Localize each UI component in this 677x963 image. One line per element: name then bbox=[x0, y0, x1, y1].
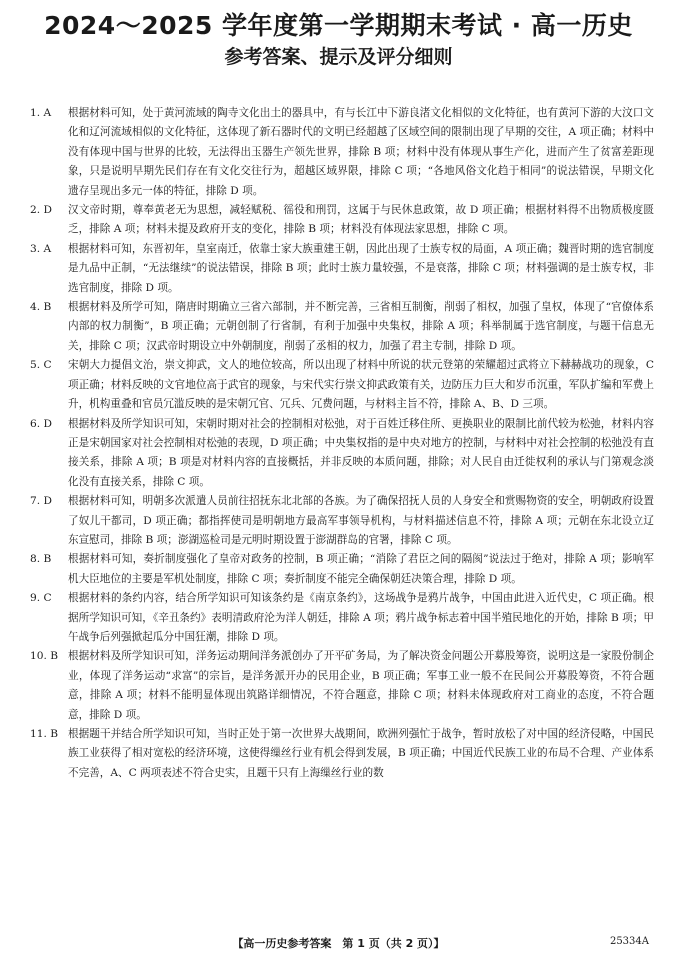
answer-item bbox=[30, 492, 654, 550]
answer-text: 根据材料可知，东晋初年，皇室南迁，依靠士家大族重建王朝，因此出现了士族专权的局面，A 项正确；魏晋时期的选官制度是九品中正制，“无法继续”的说法错误，排除 B 项；此时士族力量较强，不是衰落，排除 C 项；材料强调的是士族专权，非选官制度，排除 D 项。 bbox=[68, 242, 654, 294]
answer-text: 根据题干并结合所学知识可知，当时正处于第一次世界大战期间，欧洲列强忙于战争，暂时放松了对中国的经济侵略，中国民族工业获得了相对宽松的经济环境，这使得缫丝行业有机会得到发展，B 项正确；中国近代民族工业的布局不合理、产业体系不完善，A、C 两项表述不符合史实，且题干只有上海缫丝行业的数 bbox=[68, 728, 654, 779]
answer-number: 11. B bbox=[30, 728, 58, 740]
answer-text: 根据材料可知，明朝多次派遣人员前往招抚东北北部的各族。为了确保招抚人员的人身安全和赏赐物资的安全，明朝政府设置了奴儿干都司，D 项正确；都指挥使司是明朝地方最高军事领导机构，与材料描述信息不符，排除 A 项；元朝在东北设立辽东宣慰司，排除 B 项；澎湖巡检司是元明时期设置于澎湖群岛的官署，排除 C 项。 bbox=[68, 495, 654, 546]
answer-item bbox=[30, 647, 654, 725]
answer-item bbox=[30, 240, 654, 298]
page-subtitle: 参考答案、提示及评分细则 bbox=[224, 46, 453, 68]
answer-item bbox=[30, 201, 654, 240]
answer-text: 宋朝大力提倡文治，崇文抑武，文人的地位较高，所以出现了材料中所说的状元登第的荣耀超过武将立下赫赫战功的现象，C 项正确；材料反映的文官地位高于武官的现象，与宋代实行崇文抑武政策有关，边防压力巨大和岁币沉重，军队扩编和军费上升，机构重叠和官员冗滥反映的是宋朝冗官、冗兵、冗费问题，与材料主旨不符，排除 A、B、D 三项。 bbox=[68, 359, 654, 411]
answer-number: 2. D bbox=[30, 204, 52, 217]
answer-number: 10. B bbox=[30, 650, 58, 663]
answer-text: 根据材料及所学可知，隋唐时期确立三省六部制，并不断完善，三省相互制衡，削弱了相权，加强了皇权，体现了“官僚体系内部的权力制衡”，B 项正确；元朝创制了行省制，有利于加强中央集权，排除 A 项；科举制属于选官制度，与题干信息无关，排除 C 项；汉武帝时期设立中外朝制度，削弱了丞相的权力，加强了君主专制，排除 D 项。 bbox=[68, 301, 654, 352]
answer-item bbox=[30, 298, 654, 356]
answer-text: 根据材料可知，奏折制度强化了皇帝对政务的控制，B 项正确；“消除了君臣之间的隔阂”说法过于绝对，排除 A 项；影响军机大臣地位的主要是军机处制度，排除 C 项；奏折制度不能完全确保朝廷决策合理，排除 D 项。 bbox=[68, 553, 654, 585]
answer-number: 9. C bbox=[30, 592, 52, 605]
page-title: 2024～2025 学年度第一学期期末考试 · 高一历史 bbox=[44, 11, 633, 40]
answer-item bbox=[30, 725, 654, 783]
answer-text: 汉文帝时期，尊奉黄老无为思想，减轻赋税、徭役和刑罚，这属于与民休息政策，故 D 项正确；根据材料得不出物质极度匮乏，排除 A 项；材料未提及政府开支的变化，排除 B 项；材料没有体现法家思想，排除 C 项。 bbox=[68, 204, 654, 236]
answer-number: 5. C bbox=[30, 359, 52, 372]
page-footer: 【高一历史参考答案 第 1 页（共 2 页）】 bbox=[232, 937, 445, 950]
answer-number: 7. D bbox=[30, 495, 52, 508]
answer-item bbox=[30, 550, 654, 589]
answer-number: 8. B bbox=[30, 553, 52, 566]
answer-item bbox=[30, 104, 654, 201]
answer-number: 3. A bbox=[30, 242, 52, 255]
answer-item bbox=[30, 356, 654, 414]
answer-number: 1. A bbox=[30, 107, 52, 119]
answer-number: 6. D bbox=[30, 417, 52, 430]
answer-text: 根据材料的条约内容，结合所学知识可知该条约是《南京条约》，这场战争是鸦片战争，中国由此进入近代史，C 项正确。根据所学知识可知，《辛丑条约》表明清政府沦为洋人朝廷，排除 A 项；鸦片战争标志着中国半殖民地化的开始，排除 B 项；甲午战争后列强掀起瓜分中国狂潮，排除 D 项。 bbox=[68, 592, 654, 643]
answer-text: 根据材料可知，处于黄河流域的陶寺文化出土的器具中，有与长江中下游良渚文化相似的文化特征，也有黄河下游的大汶口文化和辽河流域相似的文化特征，这体现了新石器时代的文明已经超越了区域空间的限制出现了早期的交往，A 项正确；材料中没有体现中国与世界的比较，无法得出玉器生产领先世界，排除 B 项；材料中没有体现从事生产化，进而产生了贫富差距现象，只是说明早期先民们存在有文化交往行为，超越区域界限，排除 C 项；“各地风俗文化趋于相同”的说法错误，早期文化遗存呈现出多元一体的特征，排除 D 项。 bbox=[68, 107, 654, 197]
answer-item bbox=[30, 589, 654, 647]
answer-number: 4. B bbox=[30, 301, 52, 314]
answer-item bbox=[30, 415, 654, 493]
answer-text: 根据材料及所学知识可知，宋朝时期对社会的控制相对松弛，对于百姓迁移住所、更换职业的限制比前代较为松弛，材料内容正是宋朝国家对社会控制相对松弛的表现，D 项正确；中央集权指的是中央对地方的控制，与材料中对社会控制的松弛没有直接关系，排除 A 项；B 项是对材料内容的直接概括，并非反映的本质问题，排除；对人民自由迁徙权利的承认与门第观念淡化没有直接关系，排除 C 项。 bbox=[68, 417, 654, 488]
answer-list bbox=[30, 104, 654, 783]
answer-text: 根据材料及所学知识可知，洋务运动期间洋务派创办了开平矿务局，为了解决资金问题公开募股筹资，说明这是一家股份制企业，体现了洋务运动“求富”的宗旨，是洋务派开办的民用企业，B 项正确；军事工业一般不在民间公开募股筹资，不符合题意，排除 A 项；材料不能明显体现出筑路详细情况，不符合题意，排除 C 项；材料未体现政府对工商业的态度，不符合题意，排除 D 项。 bbox=[68, 650, 654, 721]
paper-code: 25334A bbox=[609, 936, 649, 947]
